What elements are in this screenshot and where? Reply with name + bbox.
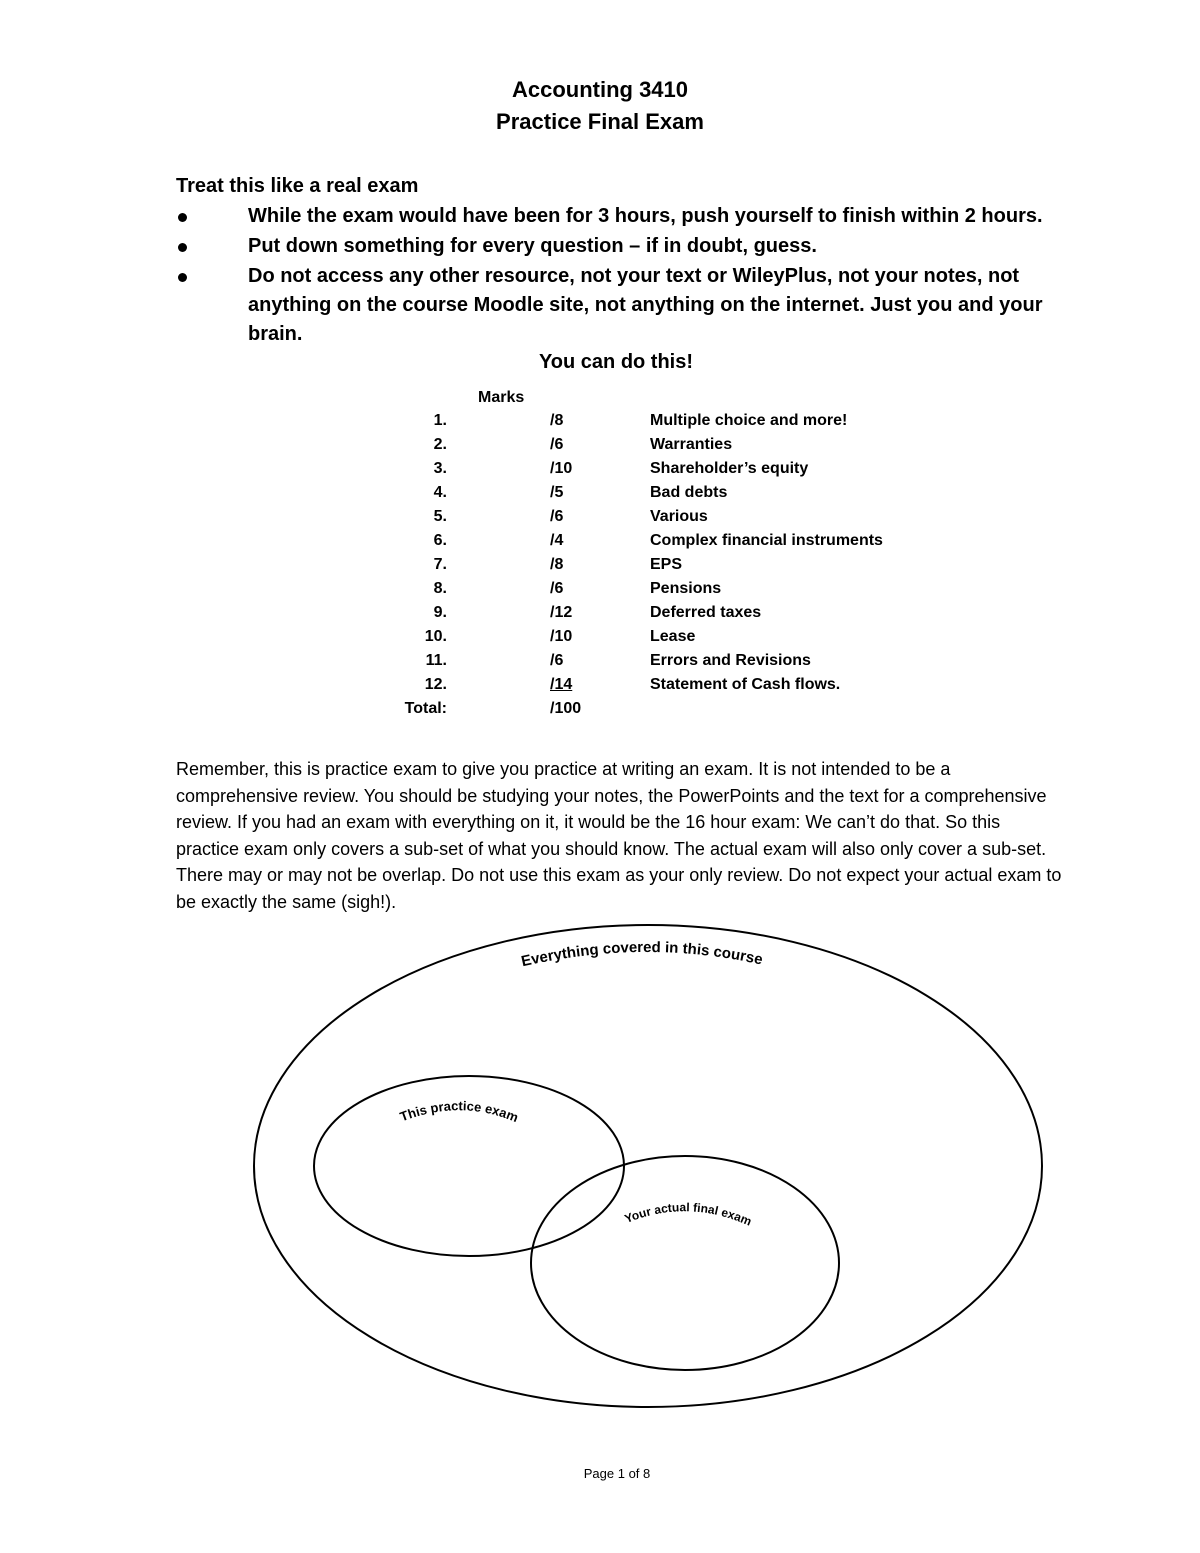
actual-exam-label: Your actual final exam bbox=[622, 1200, 754, 1229]
question-marks: /14 bbox=[550, 676, 573, 693]
question-marks: /5 bbox=[550, 484, 564, 501]
question-topic: Pensions bbox=[650, 580, 722, 597]
question-marks: /6 bbox=[550, 436, 564, 453]
question-topic: Errors and Revisions bbox=[650, 652, 811, 669]
question-marks: /12 bbox=[550, 604, 573, 621]
everything-covered-label: Everything covered in this course bbox=[519, 938, 765, 971]
question-marks: /6 bbox=[550, 580, 564, 597]
instructions-intro: Treat this like a real exam bbox=[176, 175, 419, 197]
question-number: 11. bbox=[425, 652, 447, 669]
question-topic: Lease bbox=[650, 628, 696, 645]
question-number: 4. bbox=[433, 484, 447, 501]
total-label: Total: bbox=[404, 700, 447, 717]
marks-header: Marks bbox=[478, 389, 525, 406]
question-marks: /10 bbox=[550, 628, 573, 645]
question-topic: Shareholder’s equity bbox=[650, 460, 809, 477]
question-number: 2. bbox=[433, 436, 447, 453]
instruction-text: While the exam would have been for 3 hours, push yourself to finish within 2 hours. bbox=[248, 205, 1043, 227]
question-number: 8. bbox=[433, 580, 447, 597]
exam-title: Practice Final Exam bbox=[496, 109, 704, 134]
question-number: 12. bbox=[424, 676, 447, 693]
question-number: 6. bbox=[433, 532, 447, 549]
question-topic: Statement of Cash flows. bbox=[650, 676, 841, 693]
question-marks: /4 bbox=[550, 532, 564, 549]
question-marks: /6 bbox=[550, 652, 564, 669]
question-number: 3. bbox=[433, 460, 447, 477]
question-number: 7. bbox=[433, 556, 447, 573]
question-topic: Complex financial instruments bbox=[650, 532, 883, 549]
question-marks: /8 bbox=[550, 412, 564, 429]
question-number: 10. bbox=[424, 628, 447, 645]
question-topic: Various bbox=[650, 508, 708, 525]
practice-exam-label: This practice exam bbox=[397, 1098, 521, 1126]
remember-paragraph: Remember, this is practice exam to give you practice at writing an exam. It is not intended to be a comprehensive review. You should be studying your notes, the PowerPoints and the text for a comprehensive review. If you had an exam with everything on it, it would be the 16 hour exam: We can’t do that. So this practice exam only covers a sub-set of what you should know. The actual exam will also only cover a sub-set. There may or may not be overlap. Do not use this exam as your only review. Do not expect your actual exam to be exactly the same (sigh!). bbox=[176, 759, 1062, 912]
question-topic: EPS bbox=[650, 556, 683, 573]
actual-exam-circle bbox=[531, 1156, 839, 1370]
question-topic: Deferred taxes bbox=[650, 604, 762, 621]
course-title: Accounting 3410 bbox=[511, 77, 689, 102]
everything-covered-ellipse bbox=[254, 925, 1042, 1407]
question-topic: Multiple choice and more! bbox=[650, 412, 848, 429]
question-marks: /10 bbox=[550, 460, 573, 477]
question-marks: /6 bbox=[550, 508, 564, 525]
question-number: 5. bbox=[433, 508, 447, 525]
encouragement-text: You can do this! bbox=[538, 351, 694, 373]
question-marks: /8 bbox=[550, 556, 564, 573]
page-number: Page 1 of 8 bbox=[583, 1466, 651, 1481]
question-number: 9. bbox=[433, 604, 447, 621]
question-topic: Bad debts bbox=[650, 484, 728, 501]
instruction-text: Put down something for every question – if in doubt, guess. bbox=[248, 235, 817, 257]
question-topic: Warranties bbox=[650, 436, 733, 453]
total-marks: /100 bbox=[550, 700, 582, 717]
question-number: 1. bbox=[433, 412, 447, 429]
instruction-text: Do not access any other resource, not your text or WileyPlus, not your notes, not anything on the course Moodle site, not anything on the internet. Just you and your brain. bbox=[248, 265, 1043, 345]
